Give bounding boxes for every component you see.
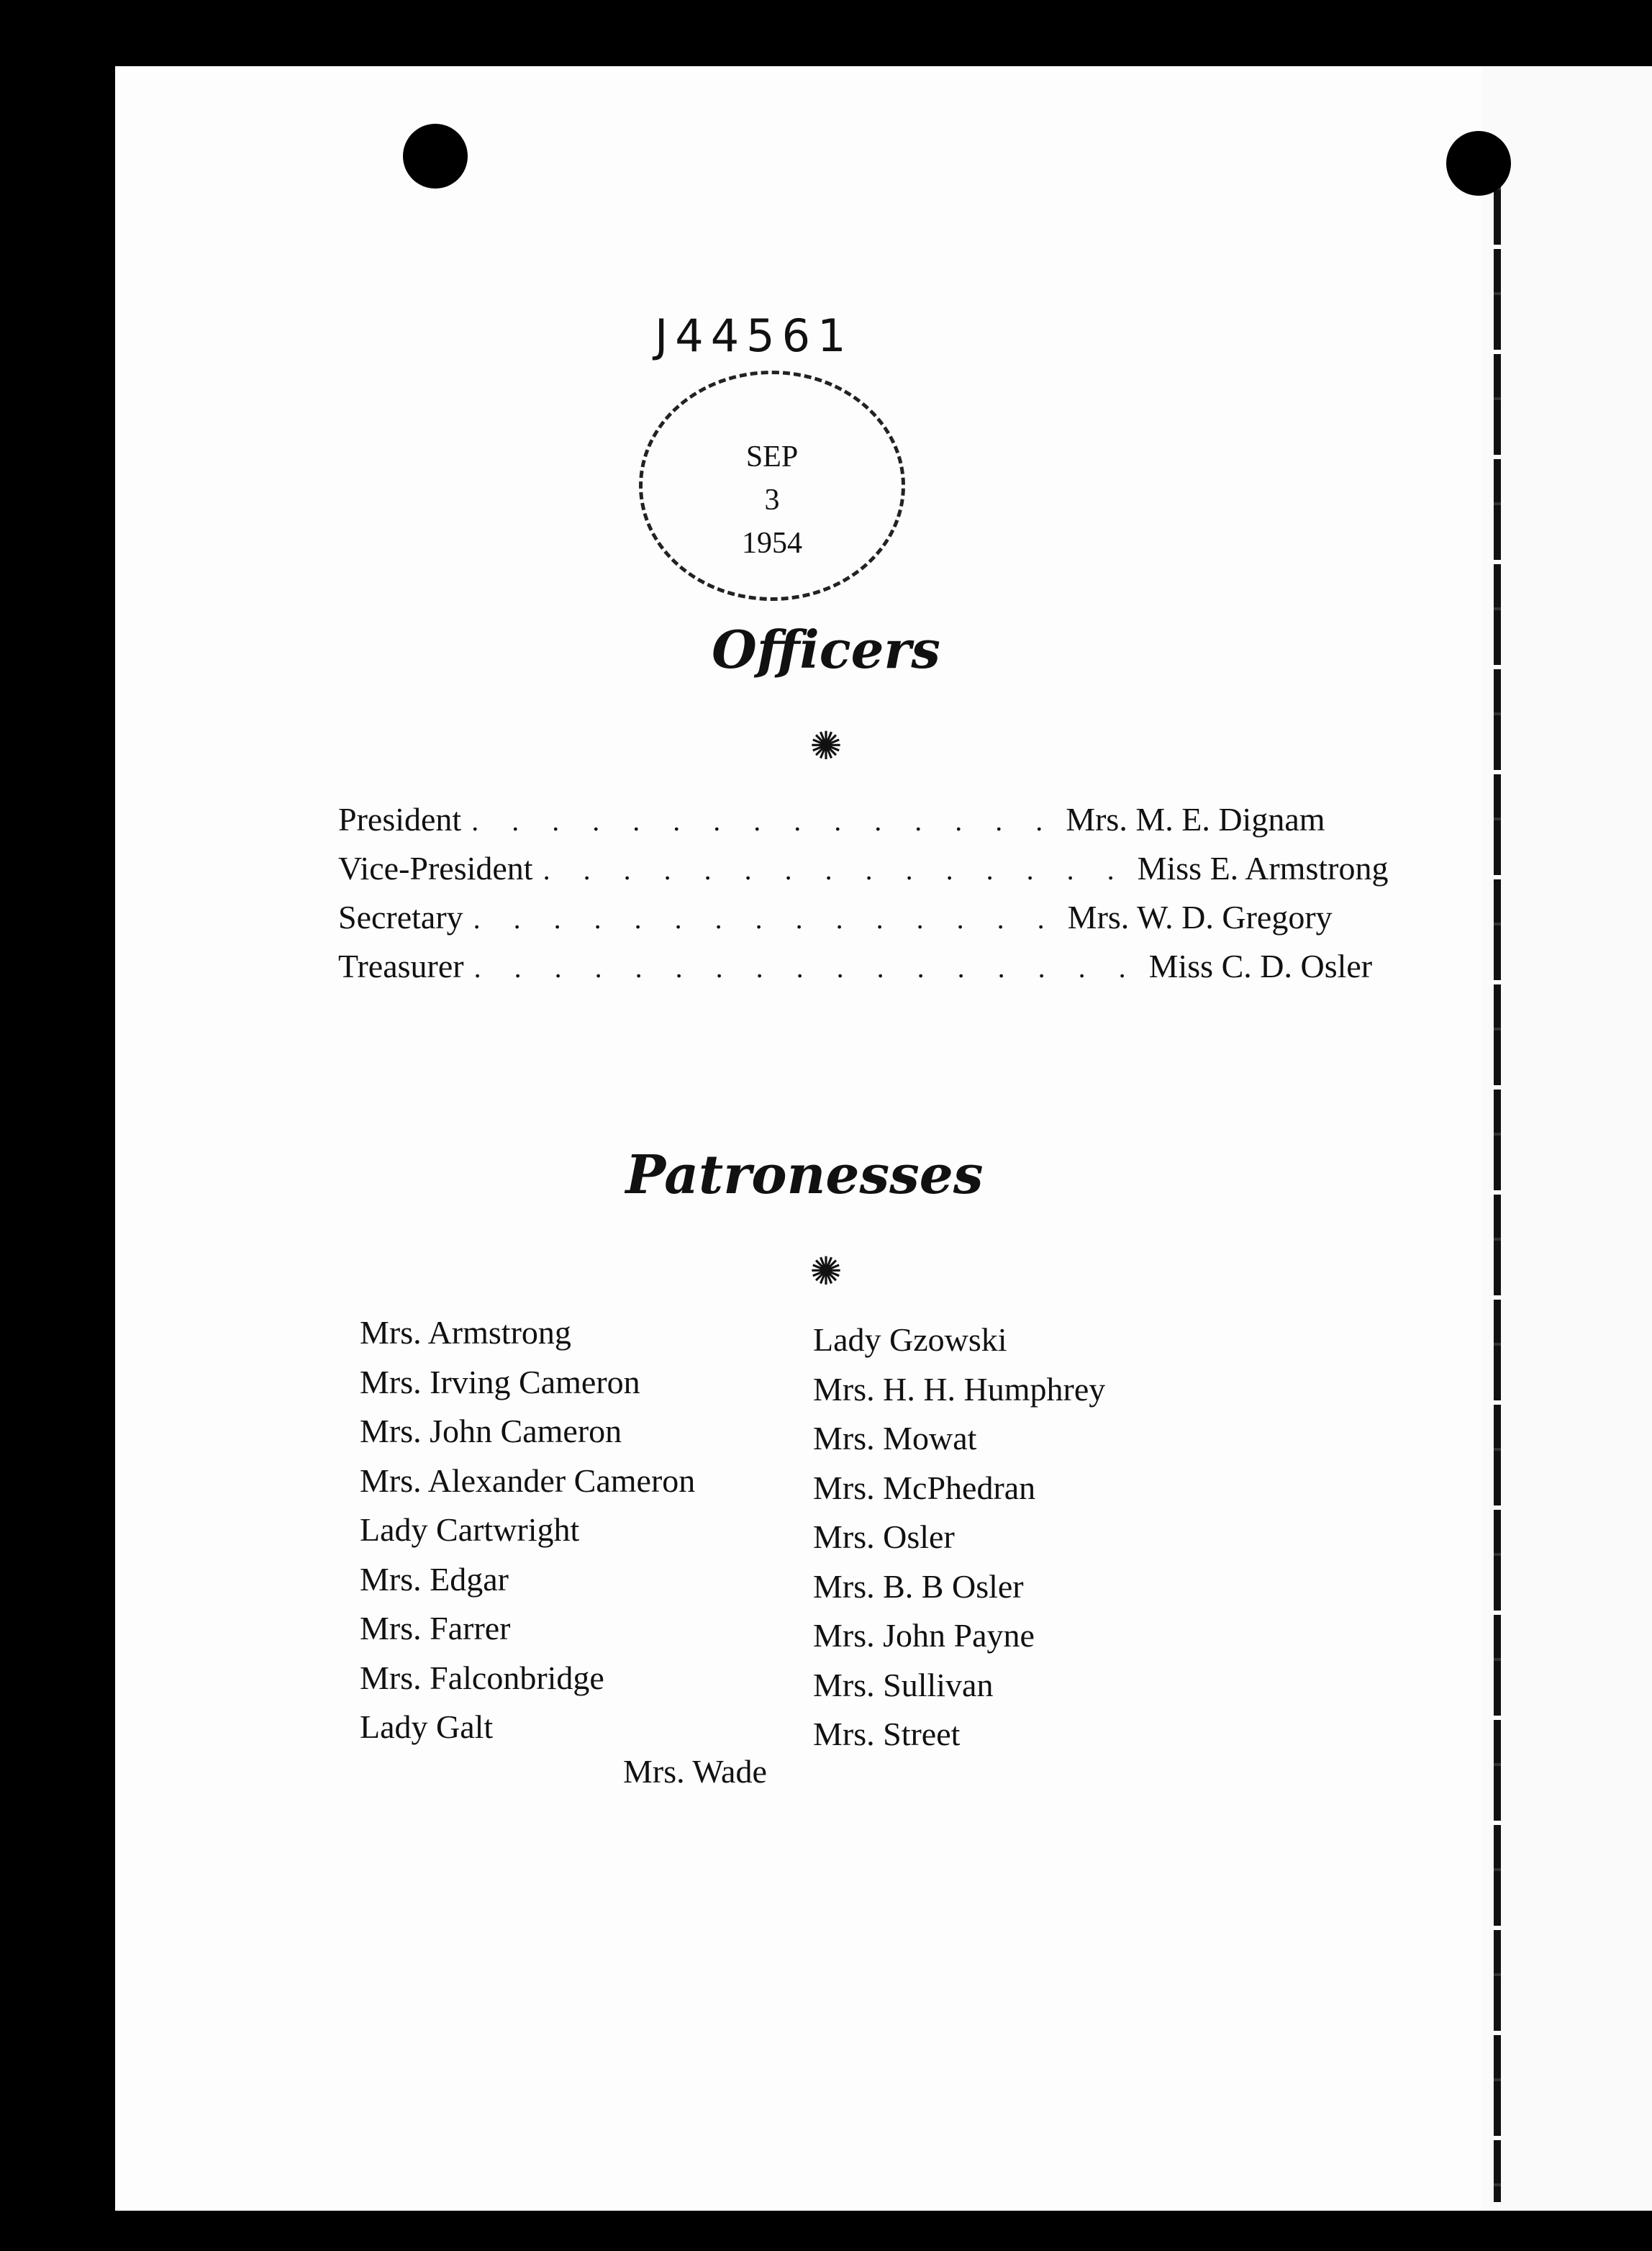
patroness-name: Mrs. Mowat — [813, 1420, 977, 1457]
patroness-name: Mrs. Alexander Cameron — [360, 1462, 696, 1499]
punch-hole-left — [403, 124, 468, 189]
stamp-year: 1954 — [742, 527, 802, 560]
officer-name: Mrs. M. E. Dignam — [1066, 801, 1325, 838]
patroness-name: Lady Gzowski — [813, 1321, 1007, 1358]
patroness-name: Mrs. John Payne — [813, 1617, 1035, 1654]
officer-name: Miss E. Armstrong — [1137, 850, 1389, 887]
officer-role: President — [338, 801, 462, 838]
officer-name: Miss C. D. Osler — [1148, 948, 1373, 984]
patronesses-heading: Patronesses — [625, 1144, 984, 1206]
patroness-name: Lady Galt — [360, 1708, 494, 1745]
leader-dots: . . . . . . . . . . . . . . . — [471, 805, 1056, 837]
patronesses-left-column — [360, 1308, 695, 1752]
library-date-stamp — [639, 371, 905, 601]
patroness-name: Mrs. Osler — [813, 1518, 955, 1555]
stamp-month: SEP — [745, 440, 799, 474]
officer-role: Treasurer — [338, 948, 464, 984]
ornament-icon: ✺ — [809, 723, 843, 769]
leader-dots: . . . . . . . . . . . . . . . . . — [473, 951, 1139, 984]
patroness-name: Mrs. H. H. Humphrey — [813, 1370, 1106, 1408]
leader-dots: . . . . . . . . . . . . . . . — [543, 853, 1127, 886]
officer-row — [338, 800, 1325, 849]
patroness-name: Lady Cartwright — [360, 1511, 580, 1548]
patroness-name: Mrs. Edgar — [360, 1560, 509, 1598]
accession-number: J44561 — [655, 309, 853, 362]
patroness-name-centered: Mrs. Wade — [623, 1753, 767, 1790]
patroness-name: Mrs. John Cameron — [360, 1413, 622, 1449]
stamp-day: 3 — [764, 484, 780, 517]
patroness-name: Mrs. Falconbridge — [360, 1659, 604, 1696]
punch-hole-right — [1446, 131, 1511, 196]
officers-heading: Officers — [712, 619, 940, 680]
officer-row — [338, 947, 1373, 996]
officer-role: Vice-President — [338, 850, 533, 887]
patroness-name: Mrs. Street — [813, 1716, 961, 1752]
patroness-name: Mrs. Irving Cameron — [360, 1363, 640, 1400]
patronesses-right-column — [813, 1315, 1105, 1759]
patroness-name: Mrs. Farrer — [360, 1610, 511, 1647]
patroness-name: Mrs. B. B Osler — [813, 1567, 1024, 1605]
officer-row — [338, 898, 1333, 947]
officers-list — [338, 800, 1389, 996]
leader-dots: . . . . . . . . . . . . . . . — [473, 902, 1058, 935]
patroness-name: Mrs. Armstrong — [360, 1314, 571, 1351]
patroness-name: Mrs. McPhedran — [813, 1469, 1036, 1506]
officer-role: Secretary — [338, 899, 463, 936]
ornament-icon: ✺ — [809, 1249, 843, 1294]
adjacent-page-edge — [1482, 66, 1652, 2211]
patroness-name: Mrs. Sullivan — [813, 1666, 994, 1703]
officer-name: Mrs. W. D. Gregory — [1067, 899, 1333, 936]
officer-row — [338, 849, 1389, 898]
